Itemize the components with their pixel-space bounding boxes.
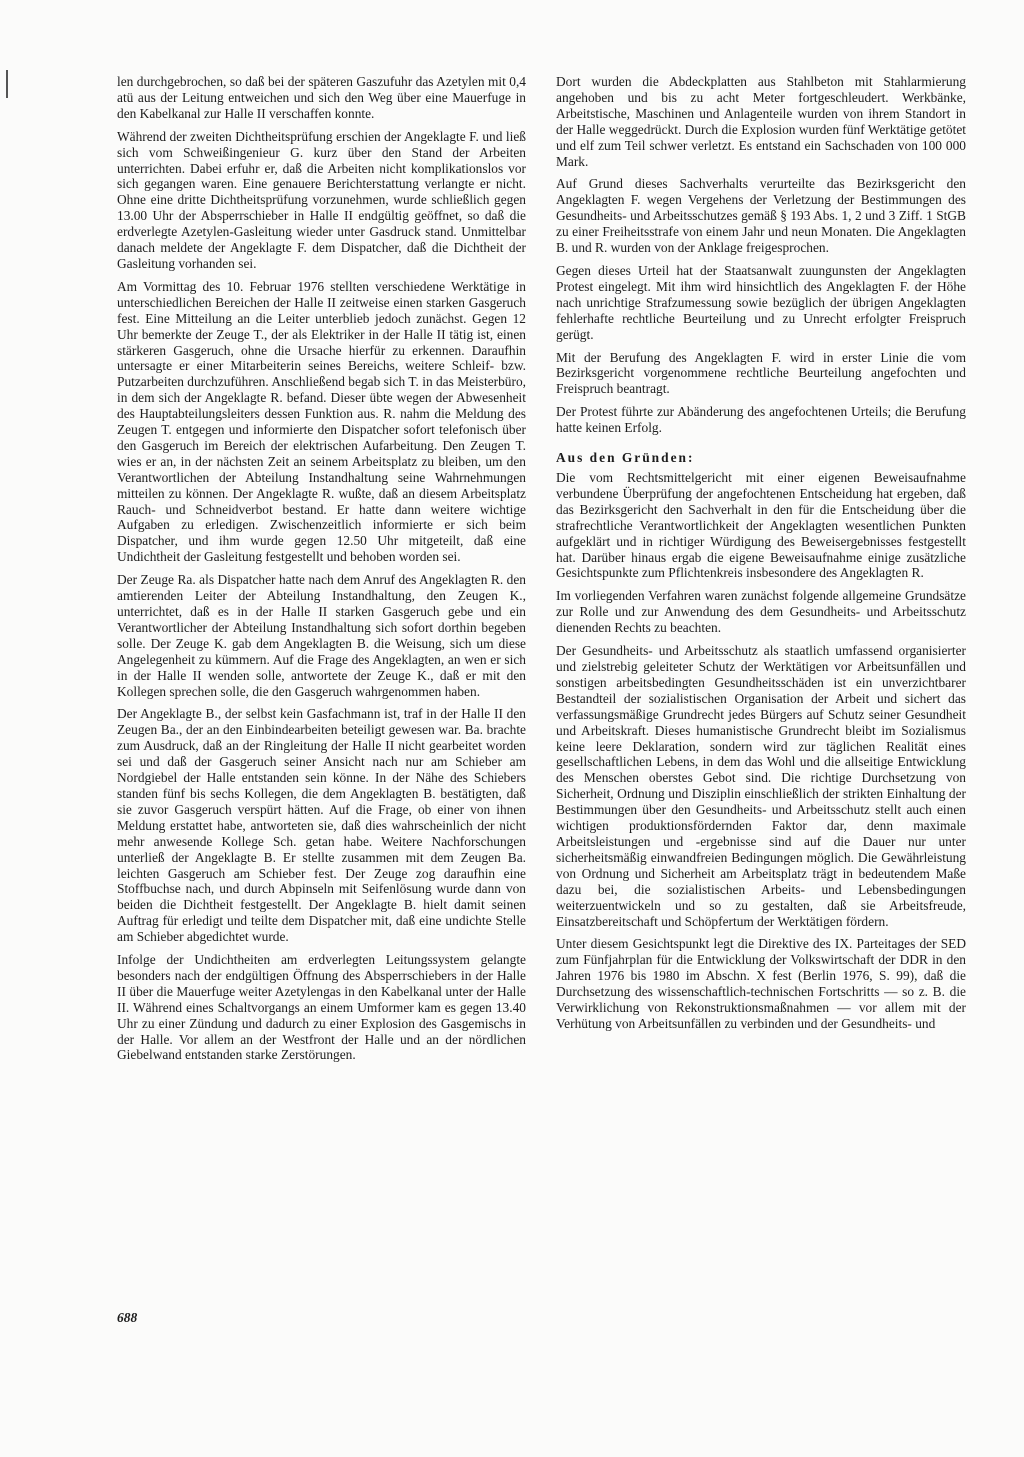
paragraph: Die vom Rechtsmittelgericht mit einer eigenen Beweisaufnahme verbundene Überprüfung der angefochtenen Entscheidung hat ergeben, daß das Bezirksgericht den Sachverhalt in den für die Entscheidung über die strafrechtliche Verantwortlichkeit der Angeklagten wesentlichen Punkten aufgeklärt und in richtiger Würdigung des Beweisergebnisses festgestellt hat. Darüber hinaus ergab die eigene Beweisaufnahme einige zusätzliche Gesichtspunkte zum Pflichtenkreis insbesondere des Angeklagten R.: [556, 470, 966, 581]
paragraph: Am Vormittag des 10. Februar 1976 stellten verschiedene Werktätige in unterschiedlichen Bereichen der Halle II zeitweise einen starken Gasgeruch fest. Eine Mitteilung an die Leiter unterblieb jedoch zunächst. Gegen 12 Uhr bemerkte der Zeuge T., der als Elektriker in der Halle II tätig ist, einen stärkeren Gasgeruch, ohne die Ursache hierfür zu erkennen. Daraufhin untersagte er einer Mitarbeiterin seines Bereichs, weitere Schleif- bzw. Putzarbeiten durchzuführen. Anschließend begab sich T. in das Meisterbüro, in dem sich der Angeklagte R. befand. Dieser übte wegen der Abwesenheit des Hauptabteilungsleiters dessen Funktion aus. R. nahm die Meldung des Zeugen T. entgegen und informierte den Dispatcher sofort telefonisch über den Gasgeruch im Bereich der elektrischen Aufarbeitung. Den Zeugen T. wies er an, in der nächsten Zeit an seinem Arbeitsplatz zu bleiben, um den Verantwortlichen der Abteilung Instandhaltung seine Wahrnehmungen mitteilen zu können. Der Angeklagte R. wußte, daß an diesem Arbeitsplatz Rauch- und Schneidverbot bestand. Er hatte dann weitere wichtige Aufgaben zu erledigen. Zwischenzeitlich informierte er sich beim Dispatcher, und ihm wurde gegen 12.50 Uhr mitgeteilt, daß eine Undichtheit der Gasleitung festgestellt und behoben worden sei.: [117, 278, 526, 565]
left-column: [117, 74, 526, 1070]
paragraph: Der Gesundheits- und Arbeitsschutz als staatlich umfassend organisierter und zielstrebig geleiteter Schutz der Werktätigen vor Arbeitsunfällen und sonstigen arbeitsbedingten Gesundheitsschäden ist ein unverzichtbarer Bestandteil der sozialistischen Organisation der Arbeit und sichert das verfassungsmäßige Grundrecht jedes Bürgers auf Schutz seiner Gesundheit und Arbeitskraft. Dieses humanistische Grundrecht bleibt im Sozialismus keine leere Deklaration, sondern wird zur täglichen Realität eines gesellschaftlichen Lebens, in dem das Wohl und die allseitige Entwicklung des Menschen oberstes Gebot sind. Die richtige Durchsetzung von Sicherheit, Ordnung und Disziplin einschließlich der strikten Einhaltung der Bestimmungen über den Gesundheits- und Arbeitsschutz stellt auch einen wichtigen produktionsfördernden Faktor dar, denn maximale Arbeitsleistungen und -ergebnisse sind auf die Dauer nur unter sicherheitsmäßig einwandfreien Bedingungen möglich. Die Gewährleistung von Ordnung und Sicherheit am Arbeitsplatz trägt in bedeutendem Maße dazu bei, die sozialistischen Arbeits- und Lebensbedingungen weiterzuentwickeln und so zu gestalten, daß sie Arbeitsfreude, Einsatzbereitschaft und Schöpfertum der Werktätigen fördern.: [556, 643, 966, 929]
paragraph: Dort wurden die Abdeckplatten aus Stahlbeton mit Stahlarmierung angehoben und bis zu acht Meter fortgeschleudert. Werkbänke, Arbeitstische, Maschinen und Anlagenteile wurden von ihrem Standort in der Halle weggedrückt. Durch die Explosion wurden fünf Werktätige getötet und elf zum Teil schwer verletzt. Es entstand ein Sachschaden von 100 000 Mark.: [556, 74, 966, 169]
paragraph: Infolge der Undichtheiten am erdverlegten Leitungssystem gelangte besonders nach der endgültigen Öffnung des Absperrschiebers in der Halle II über die Mauerfuge weiter Azetylengas in den Kabelkanal unter der Halle II. Während eines Schaltvorgangs an einem Umformer kam es gegen 13.40 Uhr zu einer Zündung und dadurch zu einer Explosion des Gasgemischs in der Halle. Vor allem an der Westfront der Halle und an der nördlichen Giebelwand entstanden starke Zerstörungen.: [117, 952, 526, 1063]
paragraph: Der Protest führte zur Abänderung des angefochtenen Urteils; die Berufung hatte keinen Erfolg.: [556, 404, 966, 436]
paragraph: Während der zweiten Dichtheitsprüfung erschien der Angeklagte F. und ließ sich vom Schweißingenieur G. kurz über den Stand der Arbeiten unterrichten. Dabei erfuhr er, daß die Arbeiten nicht komplikationslos vor sich gegangen waren. Eine genauere Berichterstattung verlangte er nicht. Ohne eine dritte Dichtheitsprüfung vorzunehmen, wurde schließlich gegen 13.00 Uhr der Absperrschieber in Halle II endgültig geöffnet, so daß die erdverlegte Azetylen-Gasleitung wieder unter Gasdruck stand. Unmittelbar danach meldete der Angeklagte F. dem Dispatcher, daß die Dichtheit der Gasleitung vorhanden sei.: [117, 128, 526, 271]
paragraph: Unter diesem Gesichtspunkt legt die Direktive des IX. Parteitages der SED zum Fünfjahrplan für die Entwicklung der Volkswirtschaft der DDR in den Jahren 1976 bis 1980 im Abschn. X fest (Berlin 1976, S. 99), daß die Durchsetzung des wissenschaftlich-technischen Fortschritts — so z. B. die Verwirklichung von Rekonstruktionsmaßnahmen — vor allem mit der Verhütung von Arbeitsunfällen zu verbinden und der Gesundheits- und: [556, 936, 966, 1031]
section-heading: Aus den Gründen:: [556, 450, 695, 466]
paragraph: Der Angeklagte B., der selbst kein Gasfachmann ist, traf in der Halle II den Zeugen Ba., der an den Einbindearbeiten beteiligt gewesen war. Ba. brachte zum Ausdruck, daß an der Ringleitung der Halle II nicht gearbeitet worden sei und daß der Gasgeruch seiner Ansicht nach nur am Schieber am Nordgiebel der Halle entstanden sein könne. In der Nähe des Schiebers standen fünf bis sechs Kollegen, die dem Angeklagten B. bestätigten, daß sie zuvor Gasgeruch verspürt hätten. Auf die Frage, ob einer von ihnen Meldung erstattet habe, antworteten sie, daß dies wahrscheinlich der nicht mehr anwesende Kollege Sch. getan habe. Weitere Nachforschungen unterließ der Angeklagte B. Er stellte zusammen mit dem Zeugen Ba. leichten Gasgeruch am Schieber fest. Der Zeuge zog daraufhin eine Stoffbuchse nach, und durch Abpinseln mit Seifenlösung wurde dann von beiden die Dichtheit festgestellt. Der Angeklagte B. hielt damit seinen Auftrag für erledigt und teilte dem Dispatcher mit, daß eine undichte Stelle am Schieber abgedichtet wurde.: [117, 706, 526, 945]
paragraph: Gegen dieses Urteil hat der Staatsanwalt zuungunsten der Angeklagten Protest eingelegt. Mit ihm wird hinsichtlich des Angeklagten F. der Höhe nach unrichtige Strafzumessung sowie bezüglich der übrigen Angeklagten fehlerhafte rechtliche Beurteilung und zu Unrecht erfolgter Freispruch gerügt.: [556, 262, 966, 342]
paragraph: Auf Grund dieses Sachverhalts verurteilte das Bezirksgericht den Angeklagten F. wegen Vergehens der Verletzung der Bestimmungen des Gesundheits- und Arbeitsschutzes gemäß § 193 Abs. 1, 2 und 3 Ziff. 1 StGB zu einer Freiheitsstrafe von einem Jahr und neun Monaten. Die Angeklagten B. und R. wurden von der Anklage freigesprochen.: [556, 176, 966, 256]
right-column: [556, 74, 966, 1039]
paragraph: len durchgebrochen, so daß bei der späteren Gaszufuhr das Azetylen mit 0,4 atü aus der Leitung entweichen und sich den Weg über eine Mauerfuge in den Kabelkanal zur Halle II verschaffen konnte.: [117, 74, 526, 121]
paragraph: Der Zeuge Ra. als Dispatcher hatte nach dem Anruf des Angeklagten R. den amtierenden Leiter der Abteilung Instandhaltung, den Zeugen K., unterrichtet, daß es in der Halle II starken Gasgeruch gebe und ein Verantwortlicher der Abteilung Instandhaltung sich sofort dorthin begeben solle. Der Zeuge K. gab dem Angeklagten B. die Weisung, sich um diese Angelegenheit zu kümmern. Auf die Frage des Angeklagten, an wen er sich in der Halle II wenden solle, antwortete der Zeuge K., daß er mit den Kollegen sprechen solle, die den Gasgeruch wahrgenommen haben.: [117, 572, 526, 699]
margin-mark: [6, 70, 8, 98]
paragraph: Im vorliegenden Verfahren waren zunächst folgende allgemeine Grundsätze zur Rolle und zur Anwendung des dem Gesundheits- und Arbeitsschutz dienenden Rechts zu beachten.: [556, 588, 966, 636]
paragraph: Mit der Berufung des Angeklagten F. wird in erster Linie die vom Bezirksgericht vorgenommene rechtliche Beurteilung angefochten und Freispruch beantragt.: [556, 349, 966, 397]
page-number: 688: [117, 1310, 138, 1325]
